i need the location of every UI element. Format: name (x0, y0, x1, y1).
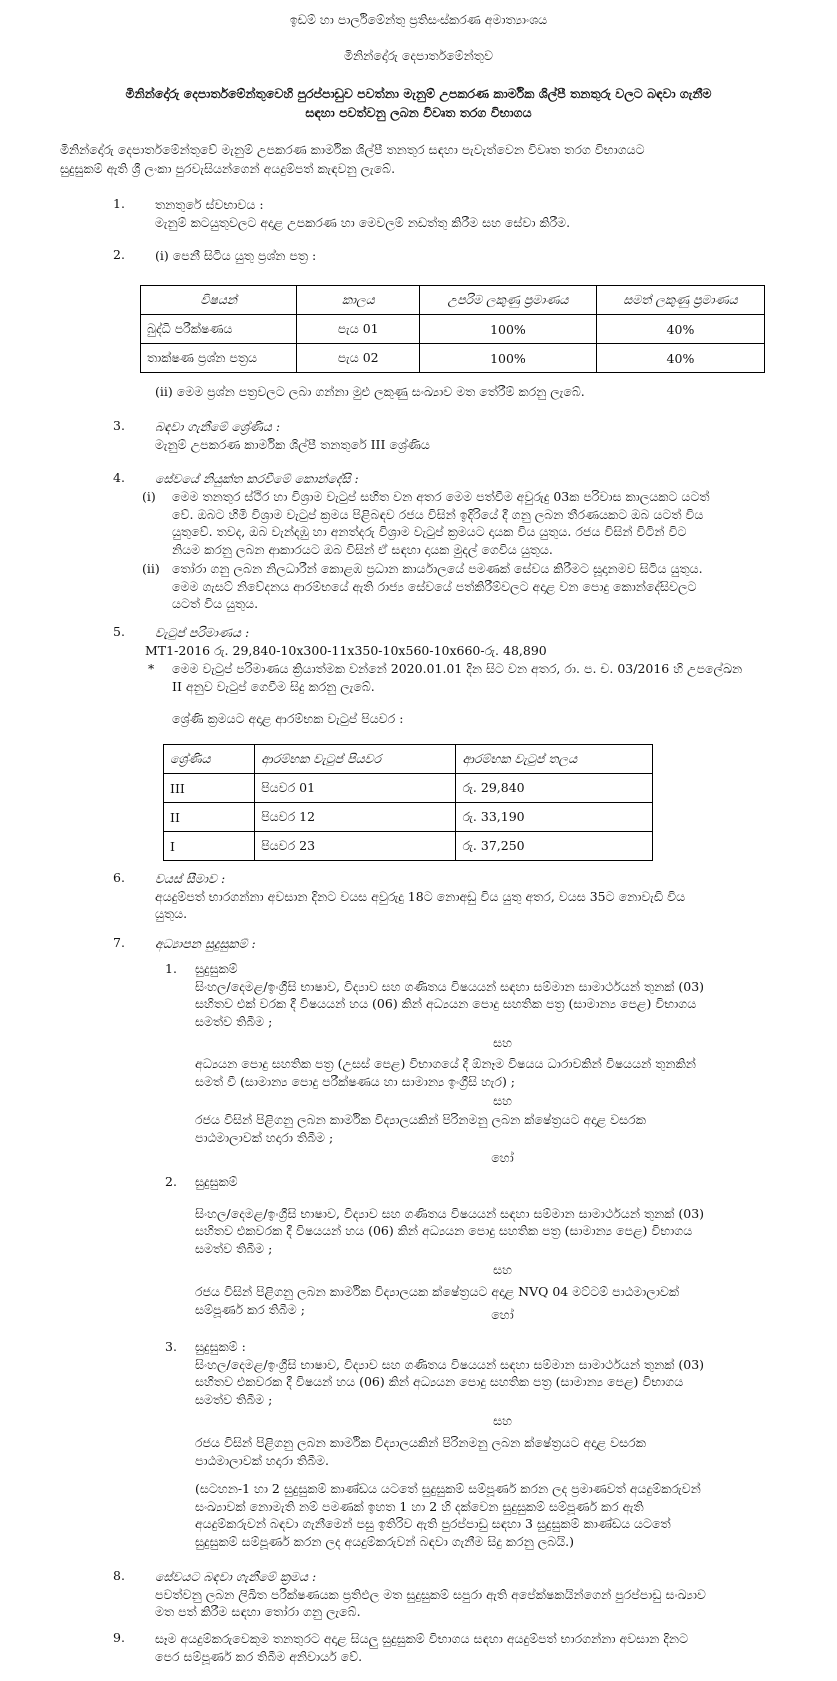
section-title: වැටුප් පරිමාණය : (155, 625, 250, 640)
text-line: සම්පූර්ණ කර තිබීම ; (195, 1301, 305, 1317)
text-line: සමත් වී (සාමාන්‍ය පොදු පරීක්ෂණය හා සාමාන්‍ය ඉංග්‍රීසි හැර) ; (195, 1073, 516, 1089)
table-header-cell: ආරම්භක වැටුප් තලය (456, 745, 653, 774)
table-cell: රු. 33,190 (456, 803, 653, 832)
salary-scale: MT1-2016 රු. 29,840-10x300-11x350-10x560-10x660-රු. 48,890 (145, 642, 547, 658)
connector-and: සහ (493, 1035, 512, 1050)
qualification-label: සුදුසුකම් (195, 961, 238, 976)
table-cell: III (164, 774, 255, 803)
table-cell: පැය 02 (297, 344, 420, 373)
section-note: (ii) මෙම ප්‍රශ්න පත්‍රවලට ලබා ගන්නා මුළු ලකුණු සංඛ්‍යාව මත තේරීම් කරනු ලැබේ. (155, 384, 585, 399)
condition-i (172, 488, 812, 558)
qualification-2 (195, 1173, 810, 1318)
text-line: සිංහල/දෙමළ/ඉංග්‍රීසි භාෂාව, විද්‍යාව සහ ගණිතය විෂයයන් සඳහා සම්මාන සාමාර්ථයන් තුනක් (03) (195, 1205, 705, 1221)
text-line: II අනුව වැටුප් ගෙවීම සිදු කරනු ලැබේ. (172, 678, 375, 694)
table-cell: තාක්ෂණ ප්‍රශ්න පත්‍රය (141, 344, 297, 373)
table-header-cell: විෂයන් (141, 286, 297, 315)
table-row (141, 344, 765, 373)
text-line: අධ්‍යයන පොදු සහතික පත්‍ර (උසස් පෙළ) විභාගයේ දී ඕනෑම විෂයය ධාරාවකින් විෂයයන් තුනකින් (195, 1056, 696, 1071)
section-nature-of-post (155, 196, 805, 231)
section-number: 3. (113, 418, 125, 433)
section-number: 7. (113, 935, 125, 950)
text-line: මත පත් කිරීම සඳහා තෝරා ගනු ලැබේ. (155, 1604, 361, 1619)
notice-title-line2: සඳහා පවත්වනු ලබන විවෘත තරග විභාගය (305, 105, 532, 120)
table-cell: පියවර 01 (255, 774, 456, 803)
section-title: තනතුරේ ස්වභාවය : (155, 197, 264, 212)
table-cell: රු. 37,250 (456, 832, 653, 861)
table-header-cell: කාලය (297, 286, 420, 315)
exam-papers-table (140, 285, 765, 373)
table-cell: පැය 01 (297, 315, 420, 344)
section-number: 2. (113, 247, 125, 262)
text-line: සිංහල/දෙමළ/ඉංග්‍රීසි භාෂාව, විද්‍යාව සහ ගණිතය විෂයයන් සඳහා සම්මාන සාමාර්ථයන් තුනක් (03) (195, 1356, 705, 1372)
salary-note (172, 660, 812, 695)
text-line: සහිතව එකවරක දී විෂයයන් හය (06) කින් අධ්‍යයන පොදු සහතික පත්‍ර (සාමාන්‍ය පෙළ) විභාගය (195, 1223, 693, 1238)
table-header-cell: ශ්‍රේණිය (164, 745, 255, 774)
qualification-footnote (195, 1480, 810, 1550)
sub-item-label: (i) (142, 489, 156, 504)
section-text: මැනුම් උපකරණ කාර්මික ශිල්පී තනතුරේ III ශ්‍රේණිය (155, 436, 430, 452)
section-recruitment-method (155, 1568, 805, 1621)
table-cell: 40% (596, 344, 764, 373)
connector-or: හෝ (491, 1150, 514, 1165)
section-title: සේවයට බඳවා ගැනීමේ ක්‍රමය : (155, 1569, 317, 1584)
text-line: සහිතව එක් වරක දී විෂයයන් හය (06) කින් අධ්‍යයන පොදු සහතික පත්‍ර (සාමාන්‍ය පෙළ) විභාගය (195, 996, 697, 1011)
text-line: සහිතව එකවරක දී විෂයන් හය (06) කින් අධ්‍යයන පොදු සහතික පත්‍ර (සාමාන්‍ය පෙළ) විභාගය (195, 1374, 684, 1389)
text-line: සෑම අයදුම්කරුවෙකුම තනතුරට අදාළ සියලු සුදුසුකම් විභාගය සඳහා අයදුම්පත් භාරගන්නා අවසාන දිනට (155, 1631, 689, 1646)
section-number: 6. (113, 870, 125, 885)
salary-steps-table (163, 744, 653, 861)
table-cell: 100% (420, 344, 597, 373)
table-header-row (141, 286, 765, 315)
salary-steps-title: ශ්‍රේණි ක්‍රමයට අදාළ ආරම්භක වැටුප් පියවර : (172, 711, 404, 726)
table-cell: පියවර 23 (255, 832, 456, 861)
section-title: සේවයේ නියුක්ත කරවීමේ කොන්දේසි : (155, 471, 359, 486)
connector-or: හෝ (491, 1307, 514, 1322)
ministry-name: ඉඩම් හා පාර්ලිමේන්තු ප්‍රතිසංස්කරණ අමාත්‍යාංශය (289, 12, 548, 27)
table-header-cell: ආරම්භක වැටුප් පියවර (255, 745, 456, 774)
text-line: අයදුම්කරුවන් බඳවා ගැනීමෙන් පසු ඉතිරිව ඇති පුරප්පාඩු සඳහා 3 සුදුසුකම් කාණ්ඩය යටතේ (195, 1516, 671, 1531)
qualification-number: 2. (165, 1174, 177, 1189)
section-number: 8. (113, 1568, 125, 1583)
section-number: 4. (113, 470, 125, 485)
text-line: යුතුය. (155, 906, 188, 921)
text-line: සමත්ව තිබීම ; (195, 1013, 273, 1029)
text-line: පාඨමාලාවක් හදාරා තිබීම ; (195, 1129, 334, 1145)
text-line: (සටහන-1 හා 2 සුදුසුකම් කාණ්ඩය යටතේ සුදුසුකම් සම්පූර්ණ කරන ලද ප්‍රමාණවත් අයදුම්කරුවන් (195, 1481, 701, 1496)
text-line: මෙම වැටුප් පරිමාණය ක්‍රියාත්මක වන්නේ 2020.01.01 දින සිට වන අතර, රා. ප. ච. 03/2016 හි උපලේඛන (172, 661, 743, 676)
sub-item-label: (ii) (142, 561, 160, 576)
section-grade (155, 418, 805, 453)
text-line: පාඨමාලාවක් හදාරා තිබීම. (195, 1452, 329, 1468)
section-salary (145, 624, 795, 659)
text-line: මෙම තනතුර ස්ථිර හා විශ්‍රාම වැටුප් සහිත වන අතර මෙම පත්වීම අවුරුදු 03ක පරිවාස කාලයකට යටත් (172, 489, 710, 504)
text-line: සුදුසුකම් සම්පූර්ණ කරන ලද අයදුම්කරුවන් බඳවා ගැනීම සිදු කරනු ලබයි.) (195, 1533, 575, 1549)
section-title: (i) පෙනී සිටිය යුතු ප්‍රශ්න පත්‍ර : (155, 248, 317, 263)
table-cell: II (164, 803, 255, 832)
table-row (164, 774, 653, 803)
text-line: තෝරා ගනු ලබන නිලධාරීන් කොළඹ ප්‍රධාන කාර්යාලයේ පමණක් සේවය කිරීමට සූදානමව සිටිය යුතුය. (172, 561, 703, 576)
section-age-limit (155, 870, 805, 923)
section-number: 1. (113, 196, 125, 211)
text-line: රජය විසින් පිළිගනු ලබන කාර්මික විද්‍යාලයක ක්ෂේත්‍රයට අදාළ NVQ 04 මට්ටම් පාඨමාලාවක් (195, 1284, 680, 1299)
table-header-row (164, 745, 653, 774)
section-title: වයස් සීමාව : (155, 871, 226, 886)
table-cell: I (164, 832, 255, 861)
section-number: 5. (113, 624, 125, 639)
text-line: වේ. ඔබට හිමි විශ්‍රාම වැටුප් ක්‍රමය පිළිබඳව රජය විසින් ඉදිරියේ දී ගනු ලබන තීරණයකට ඔබ යටත් විය (172, 506, 704, 522)
section-title: බඳවා ගැනීමේ ශ්‍රේණිය : (155, 419, 281, 434)
qualification-label: සුදුසුකම් : (195, 1339, 246, 1354)
qualification-label: සුදුසුකම් (195, 1174, 238, 1189)
table-cell: 40% (596, 315, 764, 344)
text-line: සමත්ව තිබීම ; (195, 1240, 273, 1256)
text-line: සිංහල/දෙමළ/ඉංග්‍රීසි භාෂාව, විද්‍යාව සහ ගණිතය විෂයයන් සඳහා සම්මාන සාමාර්ථයන් තුනක් (03) (195, 978, 705, 994)
text-line: සංඛ්‍යාවක් නොමැති නම් පමණක් ඉහත 1 හා 2 හි දක්වෙන සුදුසුකම් සම්පූර්ණ කර ඇති (195, 1498, 644, 1514)
footnote-star: * (148, 661, 155, 676)
table-header-cell: සමත් ලකුණු ප්‍රමාණය (596, 286, 764, 315)
connector-and: සහ (493, 1093, 512, 1108)
text-line: මෙම ගැසට් නිවේදනය ආරම්භයේ ඇති රාජ්‍ය සේවයේ පත්කිරීම්වලට අදාළ වන පොදු කොන්දේසිවලට (172, 578, 697, 594)
qualification-number: 1. (165, 961, 177, 976)
text-line: සමත්ව තිබීම ; (195, 1391, 273, 1407)
condition-ii (172, 560, 812, 613)
table-row (164, 803, 653, 832)
intro-line: සුදුසුකම් ඇති ශ්‍රී ලංකා පුරවැසියන්ගෙන් අයදුම්පත් කැඳවනු ලැබේ. (60, 161, 396, 176)
text-line: පවත්වනු ලබන ලිඛිත පරීක්ෂණයක ප්‍රතිඵල මත සුදුසුකම් සපුරා ඇති අපේක්ෂකයින්ගෙන් පුරප්පාඩු සංඛ්‍යාව (155, 1586, 706, 1602)
text-line: අයදුම්පත් භාරගන්නා අවසාන දිනට වයස අවුරුදු 18ට නොඅඩු විය යුතු අතර, වයස 35ට නොවැඩි විය (155, 888, 686, 904)
text-line: රජය විසින් පිළිගනු ලබන කාර්මික විද්‍යාලයකින් පිරිනමනු ලබන ක්ෂේත්‍රයට අදාළ වසරක (195, 1112, 646, 1127)
text-line: යටත් විය යුතුය. (172, 596, 259, 611)
text-line: රජය විසින් පිළිගනු ලබන කාර්මික විද්‍යාලයකින් පිරිනමනු ලබන ක්ෂේත්‍රයට අදාළ වසරක (195, 1435, 646, 1450)
table-cell: 100% (420, 315, 597, 344)
text-line: යුතුවේ. තවද, ඔබ වැන්දඹු හා අනත්දරු විශ්‍රාම වැටුප් ක්‍රමයට දායක විය යුතුය. රජය විසින් විටින් විට (172, 524, 687, 539)
intro-line: මිනින්දෝරු දෙපාර්තමේන්තුවේ මැනුම් උපකරණ කාර්මික ශිල්පී තනතුර සඳහා පැවැත්වෙන විවෘත තරග විභාගයට (60, 142, 645, 157)
connector-and: සහ (493, 1413, 512, 1428)
qualification-3 (195, 1338, 810, 1469)
notice-title-line1: මිනින්දෝරු දෙපාර්තමේන්තුවෙහි පුරප්පාඩුව පවත්නා මැනුම් උපකරණ කාර්මික ශිල්පී තනතුරු වලට බඳවා ගැනීම (125, 86, 712, 101)
qualification-number: 3. (165, 1339, 177, 1354)
table-row (164, 832, 653, 861)
notice-title (40, 84, 797, 122)
intro-paragraph (60, 140, 800, 178)
section-title: අධ්‍යාපන සුදුසුකම් : (155, 936, 256, 951)
qualification-1 (195, 960, 810, 1146)
section-number: 9. (113, 1630, 125, 1645)
table-cell: රු. 29,840 (456, 774, 653, 803)
section-completion-requirement (155, 1630, 805, 1665)
text-line: නියම කරනු ලබන ආකාරයට ඔබ විසින් ඒ සඳහා දායක මුදල් ගෙවිය යුතුය. (172, 541, 553, 557)
connector-and: සහ (493, 1262, 512, 1277)
section-text: මැනුම් කටයුතුවලට අදාළ උපකරණ හා මෙවලම් නඩත්තු කිරීම සහ සේවා කිරීම. (155, 214, 571, 230)
text-line: පෙර සම්පූර්ණ කර තිබීම අනිවාර්ය වේ. (155, 1648, 363, 1664)
department-name: මිනින්දෝරු දෙපාර්තමේන්තුව (344, 48, 493, 63)
table-cell: පියවර 12 (255, 803, 456, 832)
table-row (141, 315, 765, 344)
table-cell: බුද්ධි පරීක්ෂණය (141, 315, 297, 344)
table-header-cell: උපරිම ලකුණු ප්‍රමාණය (420, 286, 597, 315)
